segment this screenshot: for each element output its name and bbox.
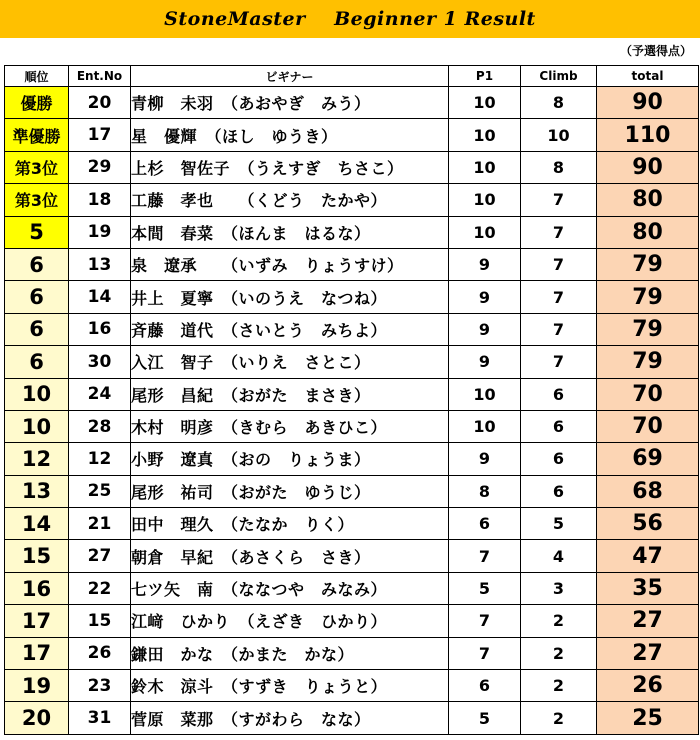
cell-entry: 14 bbox=[69, 281, 131, 313]
cell-rank: 10 bbox=[5, 410, 69, 442]
cell-name: 木村 明彦 （きむら あきひこ） bbox=[131, 410, 449, 442]
cell-rank: 6 bbox=[5, 313, 69, 345]
cell-p1: 10 bbox=[449, 151, 521, 183]
cell-climb: 6 bbox=[521, 378, 597, 410]
cell-total: 80 bbox=[597, 184, 699, 216]
table-row bbox=[5, 184, 699, 216]
cell-entry: 25 bbox=[69, 475, 131, 507]
cell-rank: 17 bbox=[5, 605, 69, 637]
cell-total: 90 bbox=[597, 151, 699, 183]
cell-entry: 26 bbox=[69, 637, 131, 669]
cell-rank: 10 bbox=[5, 378, 69, 410]
cell-p1: 6 bbox=[449, 670, 521, 702]
cell-total: 69 bbox=[597, 443, 699, 475]
title-bar bbox=[0, 0, 700, 38]
table-row bbox=[5, 378, 699, 410]
header-row bbox=[5, 66, 699, 87]
cell-climb: 10 bbox=[521, 119, 597, 151]
cell-entry: 19 bbox=[69, 216, 131, 248]
table-row bbox=[5, 119, 699, 151]
table-row bbox=[5, 151, 699, 183]
cell-entry: 22 bbox=[69, 572, 131, 604]
cell-climb: 3 bbox=[521, 572, 597, 604]
cell-rank: 第3位 bbox=[5, 151, 69, 183]
col-header-total: total bbox=[597, 66, 699, 87]
cell-rank: 17 bbox=[5, 637, 69, 669]
cell-climb: 6 bbox=[521, 475, 597, 507]
cell-name: 井上 夏寧 （いのうえ なつね） bbox=[131, 281, 449, 313]
cell-climb: 8 bbox=[521, 151, 597, 183]
cell-entry: 29 bbox=[69, 151, 131, 183]
cell-rank: 6 bbox=[5, 248, 69, 280]
cell-p1: 10 bbox=[449, 378, 521, 410]
cell-climb: 7 bbox=[521, 184, 597, 216]
cell-name: 星 優輝 （ほし ゆうき） bbox=[131, 119, 449, 151]
cell-entry: 13 bbox=[69, 248, 131, 280]
cell-entry: 23 bbox=[69, 670, 131, 702]
table-row bbox=[5, 605, 699, 637]
cell-p1: 7 bbox=[449, 637, 521, 669]
table-row bbox=[5, 475, 699, 507]
cell-p1: 9 bbox=[449, 346, 521, 378]
cell-rank: 12 bbox=[5, 443, 69, 475]
cell-entry: 31 bbox=[69, 702, 131, 734]
cell-name: 泉 遼承 （いずみ りょうすけ） bbox=[131, 248, 449, 280]
cell-entry: 27 bbox=[69, 540, 131, 572]
cell-rank: 6 bbox=[5, 281, 69, 313]
cell-total: 35 bbox=[597, 572, 699, 604]
table-row bbox=[5, 313, 699, 345]
table-row bbox=[5, 443, 699, 475]
cell-entry: 21 bbox=[69, 508, 131, 540]
page-title: StoneMaster Beginner 1 Result bbox=[164, 8, 536, 30]
cell-climb: 4 bbox=[521, 540, 597, 572]
cell-rank: 優勝 bbox=[5, 87, 69, 119]
cell-total: 25 bbox=[597, 702, 699, 734]
cell-total: 110 bbox=[597, 119, 699, 151]
cell-entry: 24 bbox=[69, 378, 131, 410]
cell-climb: 2 bbox=[521, 702, 597, 734]
cell-p1: 10 bbox=[449, 119, 521, 151]
col-header-entry: Ent.No bbox=[69, 66, 131, 87]
cell-entry: 12 bbox=[69, 443, 131, 475]
cell-entry: 17 bbox=[69, 119, 131, 151]
cell-name: 入江 智子 （いりえ さとこ） bbox=[131, 346, 449, 378]
cell-climb: 7 bbox=[521, 216, 597, 248]
cell-p1: 10 bbox=[449, 184, 521, 216]
table-row bbox=[5, 670, 699, 702]
cell-climb: 2 bbox=[521, 605, 597, 637]
cell-climb: 5 bbox=[521, 508, 597, 540]
cell-name: 江﨑 ひかり （えざき ひかり） bbox=[131, 605, 449, 637]
cell-name: 尾形 昌紀 （おがた まさき） bbox=[131, 378, 449, 410]
cell-name: 斉藤 道代 （さいとう みちよ） bbox=[131, 313, 449, 345]
table-row bbox=[5, 508, 699, 540]
cell-name: 小野 遼真 （おの りょうま） bbox=[131, 443, 449, 475]
cell-climb: 6 bbox=[521, 443, 597, 475]
table-row bbox=[5, 540, 699, 572]
cell-total: 79 bbox=[597, 248, 699, 280]
cell-total: 79 bbox=[597, 313, 699, 345]
cell-rank: 14 bbox=[5, 508, 69, 540]
cell-name: 尾形 祐司 （おがた ゆうじ） bbox=[131, 475, 449, 507]
cell-p1: 9 bbox=[449, 248, 521, 280]
cell-total: 90 bbox=[597, 87, 699, 119]
cell-name: 七ツ矢 南 （ななつや みなみ） bbox=[131, 572, 449, 604]
table-row bbox=[5, 216, 699, 248]
table-row bbox=[5, 346, 699, 378]
cell-p1: 9 bbox=[449, 443, 521, 475]
cell-name: 田中 理久 （たなか りく） bbox=[131, 508, 449, 540]
cell-rank: 19 bbox=[5, 670, 69, 702]
table-row bbox=[5, 87, 699, 119]
cell-name: 鎌田 かな （かまた かな） bbox=[131, 637, 449, 669]
cell-name: 青柳 未羽 （あおやぎ みう） bbox=[131, 87, 449, 119]
cell-name: 本間 春菜 （ほんま はるな） bbox=[131, 216, 449, 248]
table-row bbox=[5, 572, 699, 604]
cell-total: 70 bbox=[597, 410, 699, 442]
cell-total: 27 bbox=[597, 637, 699, 669]
table-row bbox=[5, 702, 699, 734]
cell-climb: 6 bbox=[521, 410, 597, 442]
cell-p1: 9 bbox=[449, 281, 521, 313]
cell-name: 上杉 智佐子 （うえすぎ ちさこ） bbox=[131, 151, 449, 183]
cell-p1: 6 bbox=[449, 508, 521, 540]
cell-name: 菅原 菜那 （すがわら なな） bbox=[131, 702, 449, 734]
cell-name: 鈴木 涼斗 （すずき りょうと） bbox=[131, 670, 449, 702]
cell-p1: 10 bbox=[449, 216, 521, 248]
cell-entry: 28 bbox=[69, 410, 131, 442]
cell-total: 26 bbox=[597, 670, 699, 702]
cell-entry: 20 bbox=[69, 87, 131, 119]
col-header-climb: Climb bbox=[521, 66, 597, 87]
cell-rank: 5 bbox=[5, 216, 69, 248]
cell-total: 68 bbox=[597, 475, 699, 507]
cell-p1: 5 bbox=[449, 702, 521, 734]
score-note: （予選得点） bbox=[619, 44, 692, 58]
cell-total: 70 bbox=[597, 378, 699, 410]
cell-climb: 2 bbox=[521, 637, 597, 669]
cell-rank: 20 bbox=[5, 702, 69, 734]
cell-climb: 7 bbox=[521, 248, 597, 280]
results-table bbox=[4, 65, 699, 735]
cell-rank: 15 bbox=[5, 540, 69, 572]
cell-name: 工藤 孝也 （くどう たかや） bbox=[131, 184, 449, 216]
cell-total: 56 bbox=[597, 508, 699, 540]
cell-total: 79 bbox=[597, 281, 699, 313]
cell-p1: 9 bbox=[449, 313, 521, 345]
cell-climb: 7 bbox=[521, 313, 597, 345]
cell-total: 80 bbox=[597, 216, 699, 248]
cell-entry: 16 bbox=[69, 313, 131, 345]
cell-rank: 6 bbox=[5, 346, 69, 378]
cell-total: 27 bbox=[597, 605, 699, 637]
table-row bbox=[5, 637, 699, 669]
cell-climb: 2 bbox=[521, 670, 597, 702]
cell-entry: 18 bbox=[69, 184, 131, 216]
cell-p1: 5 bbox=[449, 572, 521, 604]
cell-climb: 7 bbox=[521, 281, 597, 313]
table-row bbox=[5, 281, 699, 313]
cell-entry: 30 bbox=[69, 346, 131, 378]
col-header-rank: 順位 bbox=[5, 66, 69, 87]
cell-rank: 16 bbox=[5, 572, 69, 604]
cell-p1: 7 bbox=[449, 540, 521, 572]
cell-rank: 第3位 bbox=[5, 184, 69, 216]
cell-name: 朝倉 早紀 （あさくら さき） bbox=[131, 540, 449, 572]
col-header-name: ビギナー bbox=[131, 66, 449, 87]
cell-p1: 10 bbox=[449, 410, 521, 442]
cell-p1: 8 bbox=[449, 475, 521, 507]
cell-p1: 7 bbox=[449, 605, 521, 637]
cell-rank: 13 bbox=[5, 475, 69, 507]
cell-climb: 7 bbox=[521, 346, 597, 378]
col-header-p1: P1 bbox=[449, 66, 521, 87]
cell-entry: 15 bbox=[69, 605, 131, 637]
cell-climb: 8 bbox=[521, 87, 597, 119]
cell-total: 79 bbox=[597, 346, 699, 378]
cell-rank: 準優勝 bbox=[5, 119, 69, 151]
cell-p1: 10 bbox=[449, 87, 521, 119]
table-row bbox=[5, 248, 699, 280]
cell-total: 47 bbox=[597, 540, 699, 572]
table-row bbox=[5, 410, 699, 442]
